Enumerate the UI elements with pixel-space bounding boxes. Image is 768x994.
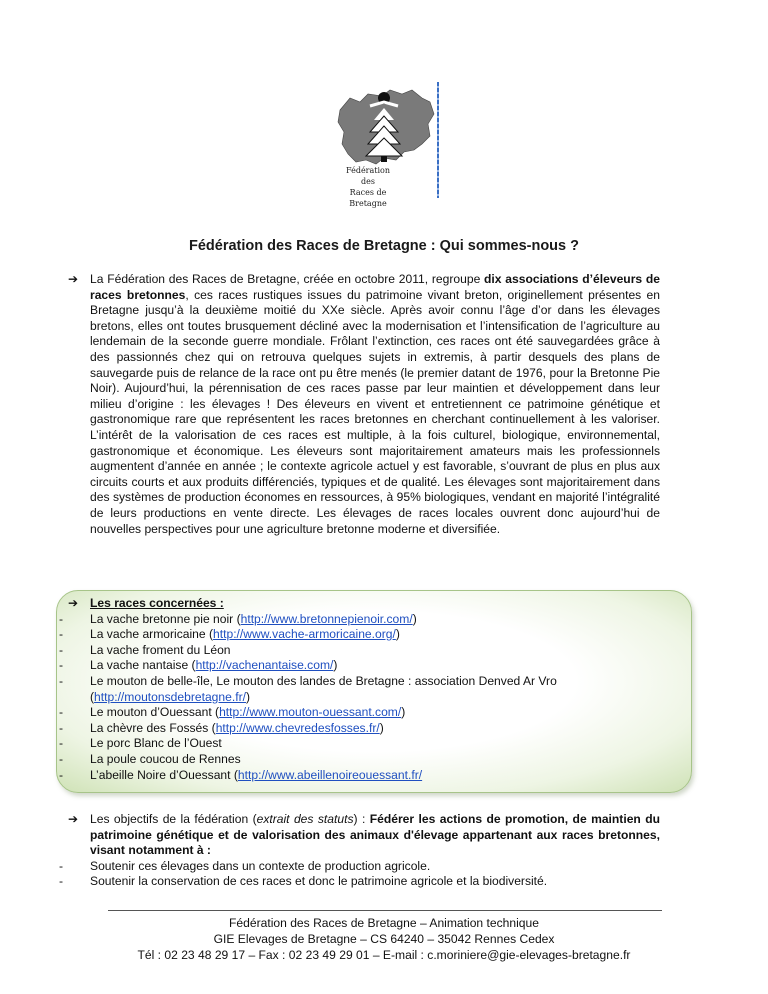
page-title: Fédération des Races de Bretagne : Qui sommes-nous ? [189, 238, 579, 254]
race-suffix: ) [245, 689, 251, 704]
bullet-dash: - [59, 751, 64, 766]
race-link[interactable]: http://www.abeillenoireouessant.fr/ [237, 767, 423, 782]
bullet-dash: - [59, 858, 64, 873]
race-suffix: ) [379, 720, 384, 735]
logo-divider [437, 82, 439, 198]
bullet-dash: - [59, 736, 64, 751]
race-link[interactable]: http://www.mouton-ouessant.com/ [219, 705, 402, 720]
objectives-list [59, 858, 660, 890]
objective-text: Soutenir la conservation de ces races et donc le patrimoine agricole et la biodiversité. [90, 874, 548, 889]
footer [0, 915, 768, 963]
arrow-icon: ➔ [68, 596, 79, 610]
race-item [59, 705, 668, 721]
race-suffix: ) [401, 705, 406, 720]
race-suffix: ) [333, 658, 338, 673]
bullet-dash: - [59, 642, 64, 657]
arrow-icon: ➔ [68, 812, 79, 826]
objective-item [59, 874, 660, 890]
logo-line-1: Fédération [345, 166, 391, 175]
intro-paragraph [68, 272, 660, 537]
race-item [59, 751, 668, 768]
logo-line-2: des [361, 177, 375, 186]
bullet-dash: - [59, 767, 64, 782]
race-item [59, 673, 668, 705]
race-link[interactable]: http://vachenantaise.com/ [195, 658, 334, 673]
race-item [59, 736, 668, 752]
races-list [59, 611, 668, 784]
footer-line-2: GIE Elevages de Bretagne – CS 64240 – 35042 Rennes Cedex [213, 932, 555, 946]
race-link[interactable]: http://www.vache-armoricaine.org/ [213, 627, 396, 642]
bullet-dash: - [59, 611, 64, 626]
race-item [59, 720, 668, 737]
objectives-text-1: Les objectifs de la fédération ( [90, 812, 257, 826]
race-name: La vache bretonne pie noir ( [90, 611, 241, 626]
race-suffix: ) [395, 627, 400, 642]
footer-line-1: Fédération des Races de Bretagne – Animation technique [229, 916, 539, 930]
intro-text-2: , ces races rustiques issues du patrimoine vivant breton, originellement présentes en Bretagne jusqu’à la deuxième moitié du XXe siècle. Après avoir connu l’âge d’or dans les élevages bretons, elles ont toutes brusquement décliné avec la modernisation et l’intensification de l’agriculture au lendemain de la seconde guerre mondiale. Frôlant l’extinction, ces races ont été sauvegardées grâce à des passionnés chez qui on retrouva quelques sujets in extremis, à partir desquels des plans de sauvegarde puis de relance de la race ont pu être menés (le premier datant de 1976, pour la Bretonne Pie Noir). Aujourd’hui, la pérennisation de ces races passe par leur maintien et développement dans leur milieu d’origine : les élevages ! Des éleveurs en vivent et entretiennent ce patrimoine génétique et gastronomique rare que représentent les races bretonnes en cherchant continuellement à les valoriser. L’intérêt de la valorisation de ces races est multiple, à la fois culturel, biologique, environnemental, gastronomique et économique. Les éleveurs sont majoritairement amateurs mais les professionnels augmentent d’année en année ; le contexte agricole actuel y est favorable, s’ouvrant de plus en plus aux circuits courts et aux produits différenciés, typiques et de qualité. Les élevages sont majoritairement dans des systèmes de production économes en ressources, à 95% biologiques, vendant en majorité l’intégralité de leurs productions en vente directe. Les élevages de races locales ouvrent donc aujourd’hui de nouvelles perspectives pour une agriculture bretonne moderne et diversifiée. [90, 287, 660, 536]
objectives-text-2: ) : [353, 812, 370, 826]
arrow-icon: ➔ [68, 272, 79, 286]
bullet-dash: - [59, 874, 64, 889]
race-name: La poule coucou de Rennes [90, 751, 241, 766]
race-item [59, 767, 668, 784]
bullet-dash: - [59, 658, 64, 673]
race-name: La vache froment du Léon [90, 642, 231, 657]
race-link[interactable]: http://www.chevredesfosses.fr/ [215, 720, 380, 735]
race-link[interactable]: http://www.bretonnepienoir.com/ [240, 611, 413, 626]
race-suffix: ) [412, 611, 417, 626]
footer-line-3: Tél : 02 23 48 29 17 – Fax : 02 23 49 29 01 – E-mail : c.moriniere@gie-elevages-bretagne.fr [137, 948, 631, 962]
race-name: Le mouton d’Ouessant ( [90, 705, 220, 720]
race-name: Le mouton de belle-île, Le mouton des landes de Bretagne : association Denved Ar Vro ( [90, 673, 557, 704]
objective-item [59, 858, 660, 875]
races-list-container [59, 596, 668, 783]
race-name: La chèvre des Fossés ( [90, 720, 216, 735]
race-name: Le porc Blanc de l’Ouest [90, 736, 222, 751]
bullet-dash: - [59, 705, 64, 720]
bullet-dash: - [59, 627, 64, 642]
race-name: L’abeille Noire d’Ouessant ( [90, 767, 238, 782]
logo-caption [333, 165, 403, 209]
races-heading: Les races concernées : [90, 596, 224, 610]
objectives-bold: Fédérer les actions de promotion, de maintien du patrimoine génétique et de valorisation des animaux d'élevage appartenant aux races bretonnes, visant notamment à : [90, 812, 660, 858]
race-name: La vache nantaise ( [90, 658, 196, 673]
intro-bold: dix associations d’éleveurs de races bretonnes [90, 272, 660, 302]
race-item [59, 611, 668, 628]
footer-divider [108, 910, 662, 911]
race-item [59, 658, 668, 674]
race-link[interactable]: http://moutonsdebretagne.fr/ [94, 689, 246, 704]
bullet-dash: - [59, 720, 64, 735]
objective-text: Soutenir ces élevages dans un contexte de production agricole. [90, 858, 431, 873]
race-item [59, 642, 668, 659]
logo-line-3: Races de Bretagne [349, 188, 387, 208]
objectives-section [59, 812, 660, 890]
objectives-italic: extrait des statuts [256, 812, 354, 826]
race-name: La vache armoricaine ( [90, 627, 214, 642]
bullet-dash: - [59, 673, 64, 688]
race-item [59, 627, 668, 643]
intro-text-1: La Fédération des Races de Bretagne, créée en octobre 2011, regroupe [90, 272, 485, 286]
